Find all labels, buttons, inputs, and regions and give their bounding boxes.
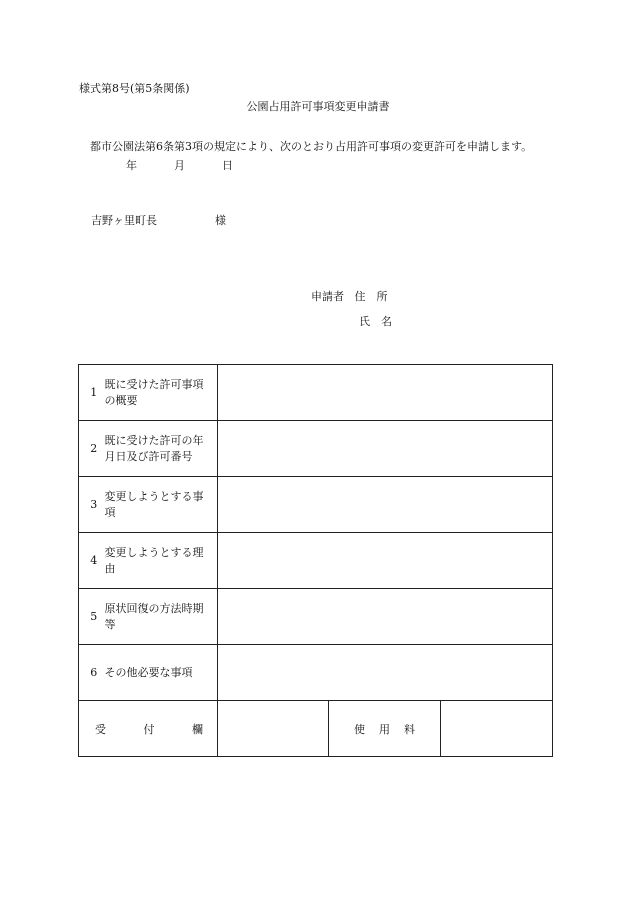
reception-char: 付 [143, 722, 155, 736]
reception-label [79, 701, 218, 757]
row-number: 3 [79, 477, 105, 533]
document-title: 公園占用許可事項変更申請書 [246, 100, 390, 113]
row-number: 4 [79, 533, 105, 589]
intro-text: 都市公園法第6条第3項の規定により、次のとおり占用許可事項の変更許可を申請します。 [90, 140, 533, 153]
table-row [79, 421, 553, 477]
row-value-field[interactable] [218, 589, 553, 645]
row-label: 既に受けた許可事項の概要 [105, 365, 218, 421]
date-day-label: 日 [222, 159, 233, 172]
row-value-field[interactable] [218, 477, 553, 533]
addressee-honorific: 様 [215, 214, 226, 227]
row-label: 原状回復の方法時期等 [105, 589, 218, 645]
row-label: 変更しようとする理由 [105, 533, 218, 589]
table-row [79, 533, 553, 589]
row-label: 既に受けた許可の年月日及び許可番号 [105, 421, 218, 477]
row-label: 変更しようとする事項 [105, 477, 218, 533]
reception-field[interactable] [218, 701, 329, 757]
row-value-field[interactable] [218, 365, 553, 421]
date-year-label: 年 [126, 159, 137, 172]
table-row [79, 589, 553, 645]
addressee-name: 吉野ヶ里町長 [91, 214, 157, 227]
row-value-field[interactable] [218, 533, 553, 589]
table-row [79, 645, 553, 701]
row-value-field[interactable] [218, 645, 553, 701]
reception-char: 受 [95, 722, 106, 736]
row-number: 2 [79, 421, 105, 477]
row-number: 5 [79, 589, 105, 645]
fee-label [329, 701, 441, 757]
date-line [126, 157, 233, 173]
form-number: 様式第8号(第5条関係) [79, 82, 190, 95]
table-row [79, 477, 553, 533]
addressee [91, 212, 226, 228]
applicant-address-label: 住 所 [354, 290, 388, 303]
row-value-field[interactable] [218, 421, 553, 477]
table-row [79, 365, 553, 421]
fee-char: 料 [404, 722, 415, 736]
applicant-address-line [311, 288, 388, 304]
row-number: 6 [79, 645, 105, 701]
applicant-label: 申請者 [311, 290, 344, 303]
application-table [78, 364, 553, 757]
fee-field[interactable] [441, 701, 553, 757]
date-month-label: 月 [174, 159, 185, 172]
table-footer-row [79, 701, 553, 757]
fee-char: 使 [354, 722, 365, 736]
row-number: 1 [79, 365, 105, 421]
applicant-name-label: 氏 名 [359, 315, 392, 328]
applicant-name-line [359, 313, 392, 329]
reception-char: 欄 [192, 722, 203, 736]
fee-char: 用 [379, 722, 390, 736]
row-label: その他必要な事項 [105, 645, 218, 701]
